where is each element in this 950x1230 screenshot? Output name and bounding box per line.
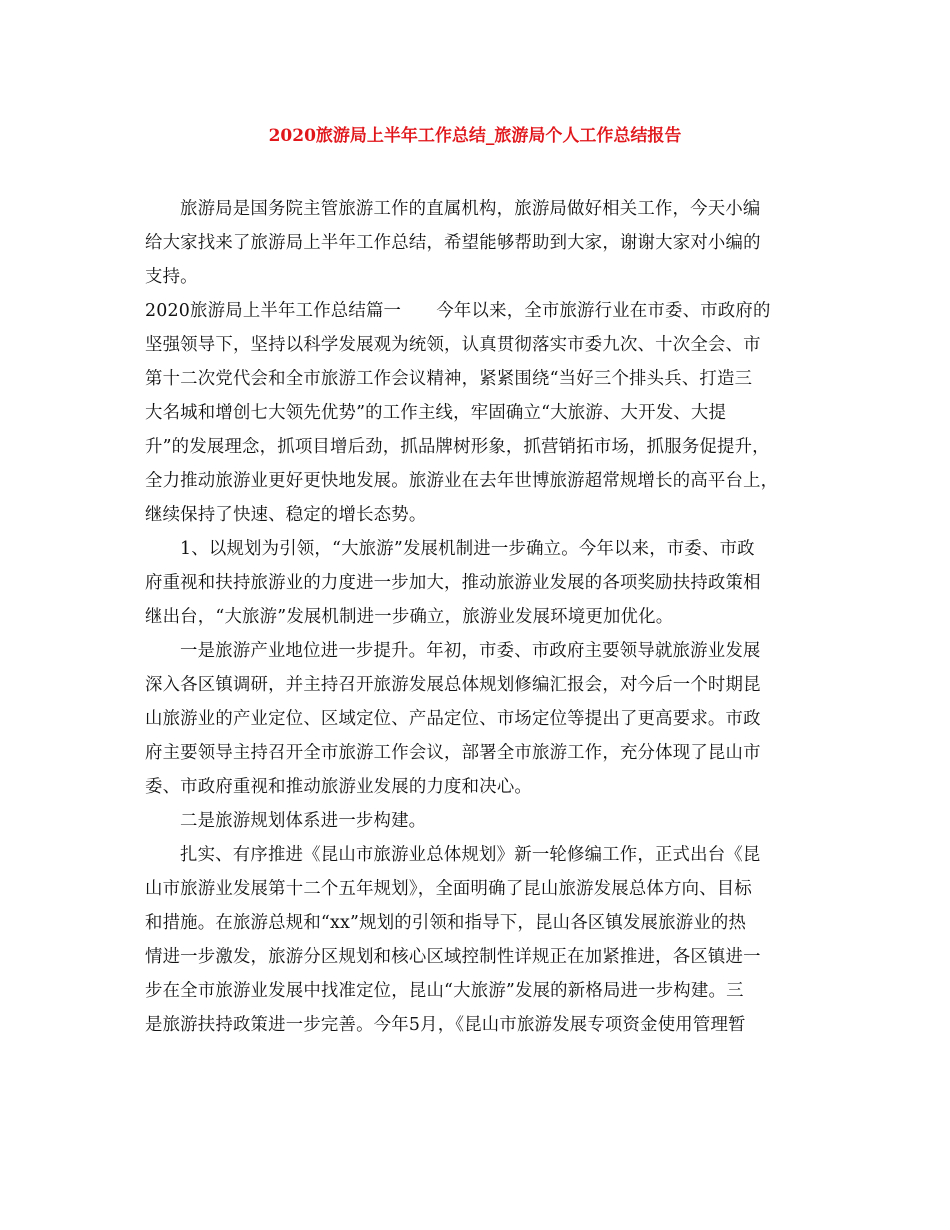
paragraph-line: 二是旅游规划体系进一步构建。 [180,811,427,831]
paragraph-line: 继续保持了快速、稳定的增长态势。 [145,505,427,525]
paragraph-line: 继出台，“大旅游”发展机制进一步确立，旅游业发展环境更加优化。 [145,607,674,627]
document-title: 2020旅游局上半年工作总结_旅游局个人工作总结报告 [268,126,682,146]
paragraph-line: 全力推动旅游业更好更快地发展。旅游业在去年世博旅游超常规增长的高平台上， [145,471,779,491]
paragraph-line: 扎实、有序推进《昆山市旅游业总体规划》新一轮修编工作，正式出台《昆 [180,845,761,865]
paragraph-line: 委、市政府重视和推动旅游业发展的力度和决心。 [145,777,532,797]
paragraph-line: 府主要领导主持召开全市旅游工作会议，部署全市旅游工作，充分体现了昆山市 [145,743,761,763]
paragraph-line: 1、以规划为引领，“大旅游”发展机制进一步确立。今年以来，市委、市政 [180,539,755,559]
paragraph-line: 府重视和扶持旅游业的力度进一步加大，推动旅游业发展的各项奖励扶持政策相 [145,573,761,593]
paragraph-line: 步在全市旅游业发展中找准定位，昆山“大旅游”发展的新格局进一步构建。三 [145,981,744,1001]
paragraph-line: 支持。 [145,267,198,287]
paragraph-line: 大名城和增创七大领先优势”的工作主线，牢固确立“大旅游、大开发、大提 [145,403,727,423]
paragraph-line: 山市旅游业发展第十二个五年规划》，全面明确了昆山旅游发展总体方向、目标 [145,879,752,899]
paragraph-line: 一是旅游产业地位进一步提升。年初，市委、市政府主要领导就旅游业发展 [180,641,761,661]
paragraph-line: 给大家找来了旅游局上半年工作总结，希望能够帮助到大家，谢谢大家对小编的 [145,233,761,253]
paragraph-line: 山旅游业的产业定位、区域定位、产品定位、市场定位等提出了更高要求。市政 [145,709,761,729]
paragraph-line: 升”的发展理念，抓项目增后劲，抓品牌树形象，抓营销拓市场，抓服务促提升， [145,437,770,457]
paragraph-line: 和措施。在旅游总规和“xx”规划的引领和指导下，昆山各区镇发展旅游业的热 [145,913,747,933]
paragraph-line: 坚强领导下，坚持以科学发展观为统领，认真贯彻落实市委九次、十次全会、市 [145,335,761,355]
paragraph-line: 2020旅游局上半年工作总结篇一 今年以来，全市旅游行业在市委、市政府的 [145,301,771,321]
paragraph-line: 情进一步激发，旅游分区规划和核心区域控制性详规正在加紧推进，各区镇进一 [145,947,761,967]
paragraph-line: 旅游局是国务院主管旅游工作的直属机构，旅游局做好相关工作，今天小编 [180,199,761,219]
paragraph-line: 深入各区镇调研，并主持召开旅游发展总体规划修编汇报会，对今后一个时期昆 [145,675,761,695]
paragraph-line: 第十二次党代会和全市旅游工作会议精神，紧紧围绕“当好三个排头兵、打造三 [145,369,753,389]
paragraph-line: 是旅游扶持政策进一步完善。今年5月，《昆山市旅游发展专项资金使用管理暂 [145,1015,746,1035]
